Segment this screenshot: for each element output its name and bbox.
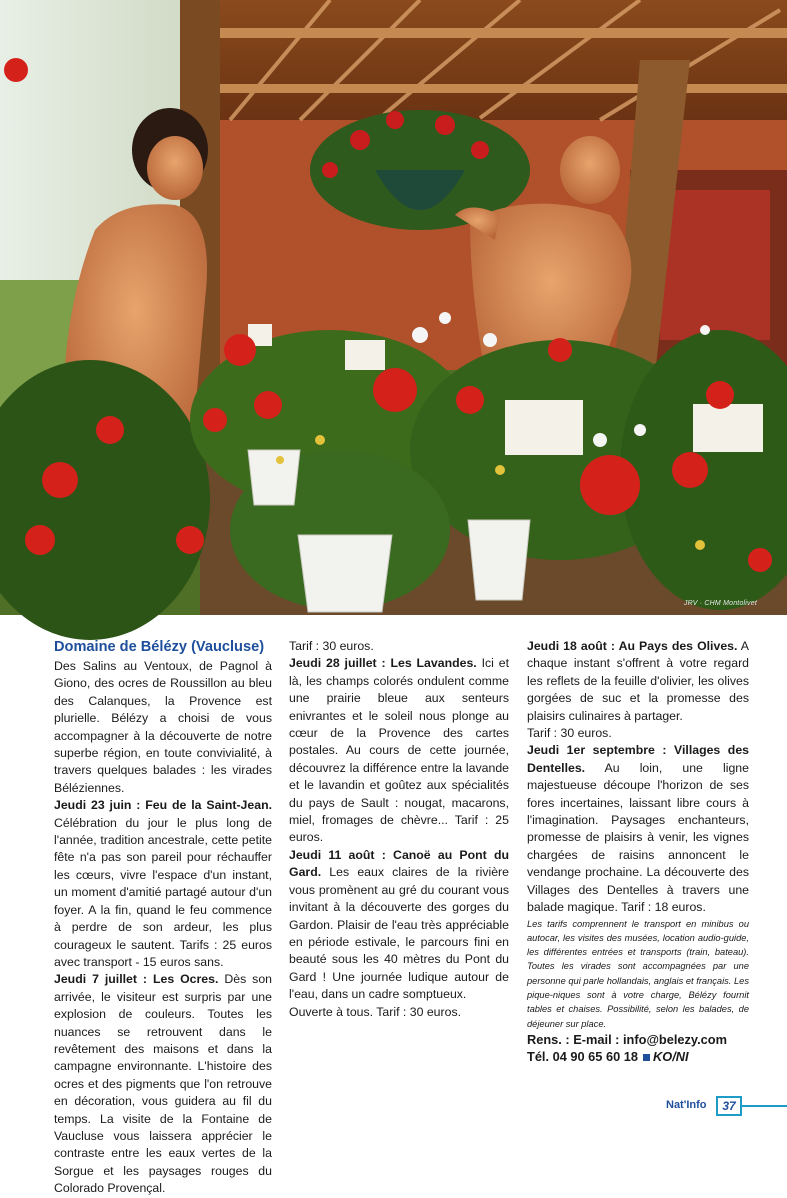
- event-text: Dès son arrivée, le visiteur est surpris par une explosion de couleurs. Toutes les nuances se retrouvent dans le revêtement des maisons et dans la campagne environnante. L'histoire des ocres et des pigments que l'on retrouve en décoration, vous guidera au fil du temps. La visite de la Fontaine de Vaucluse vous laissera apprécier le contraste entre les eaux vertes de la Sorgue et les paysages rouges du Colorado Provençal.: [54, 972, 273, 1196]
- event-paragraph: [527, 638, 749, 725]
- event-date: Jeudi 1er septembre : Villages des Dentelles.: [527, 743, 749, 775]
- footer-rule: [742, 1105, 787, 1107]
- contact-code: KO/NI: [653, 1048, 689, 1064]
- article-title: Domaine de Bélézy (Vaucluse): [54, 639, 265, 655]
- contact-phone-line: [527, 1048, 749, 1065]
- article-column-2: [289, 638, 509, 1021]
- event-tarif: Tarif : 30 euros.: [527, 726, 612, 741]
- event-text: Les eaux claires de la rivière vous promènent au gré du courant vous invitant à la découverte des gorges du Gardon. Plaisir de l'eau très appréciable en période estivale, le parcours fini en beauté sous les 40 mètres du Pont du Gard ! Une journée ludique autour de l'eau, dans un cadre somptueux.: [289, 865, 509, 1002]
- event-date: Jeudi 18 août : Au Pays des Olives.: [527, 639, 738, 653]
- event-paragraph: [289, 847, 509, 1004]
- event-tarif: Tarif : 30 euros.: [289, 639, 374, 653]
- contact-phone: Tél. 04 90 65 60 18: [527, 1048, 638, 1064]
- magazine-name: Nat'Info: [666, 1099, 707, 1111]
- article-intro: Des Salins au Ventoux, de Pagnol à Giono, des ocres de Roussillon au bleu des Calanques, la Provence est plurielle. Bélézy a choisi de vous accompagner à la découverte de notre superbe région, en toute convivialité, à travers quelques balades : les virades Béléziennes.: [54, 659, 272, 795]
- contact-email: Rens. : E-mail : info@belezy.com: [527, 1031, 727, 1047]
- event-text: A chaque instant s'offrent à votre regard les reflets de la feuille d'olivier, les olives gorgées de suc et la promesse des plaisirs culinaires à partager.: [527, 639, 750, 723]
- event-paragraph: [54, 971, 272, 1197]
- event-text: Ici et là, les champs colorés ondulent comme une prairie bleue aux senteurs enivrantes et le soleil nous plonge au cœur de la Provence des cartes postales. Au cours de cette journée, découvrez la différence entre la lavande et le lavandin et goûtez aux spécialités du pays de Sault : nougat, macarons, miel, fromages de chèvre... Tarif : 25 euros.: [289, 656, 509, 845]
- pricing-note: Les tarifs comprennent le transport en minibus ou autocar, les visites des musées, location audio-guide, les différentes entrées et transports (train, bateau). Toutes les virades sont accompagnées par une personne qui parle hollandais, anglais et français. Les pique-niques sont à votre charge, Bélézy fournit tables et chaises. Possibilité, selon les balades, de déjeuner sur place.: [527, 918, 749, 1029]
- event-date: Jeudi 23 juin : Feu de la Saint-Jean.: [54, 798, 272, 813]
- square-bullet-icon: [643, 1054, 650, 1061]
- event-tarif: Ouverte à tous. Tarif : 30 euros.: [289, 1004, 462, 1019]
- photo-credit: JRV · CHM Montolivet: [683, 600, 757, 607]
- event-date: Jeudi 28 juillet : Les Lavandes.: [289, 656, 477, 671]
- article-column-1: [54, 638, 272, 1198]
- event-paragraph: [527, 742, 749, 916]
- event-text: Célébration du jour le plus long de l'année, tradition ancestrale, cette petite fête n'a pas son pareil pour réchauffer les cœurs, vivre l'espace d'un instant, un moment d'amitié partagé autour d'un foyer. A la fin, quand le feu commence à perdre de son ardeur, les plus courageux le sautent. Tarifs : 25 euros avec transport - 15 euros sans.: [54, 815, 272, 969]
- event-text: Au loin, une ligne majestueuse découpe l'horizon de ses fores incertaines, laissant libre cours à l'imagination. Paysages enchanteurs, promesse de plaisirs à venir, les vignes chargées de raisins annoncent le vendange prochaine. La découverte des Villages des Dentelles à travers une balade magique. Tarif : 18 euros.: [527, 760, 749, 915]
- page-number: 37: [716, 1096, 742, 1116]
- event-paragraph: [54, 797, 272, 971]
- article-column-3: [527, 638, 749, 1065]
- event-date: Jeudi 11 août : Canoë au Pont du Gard.: [289, 847, 509, 880]
- event-date: Jeudi 7 juillet : Les Ocres.: [54, 972, 219, 987]
- event-paragraph: [289, 655, 509, 846]
